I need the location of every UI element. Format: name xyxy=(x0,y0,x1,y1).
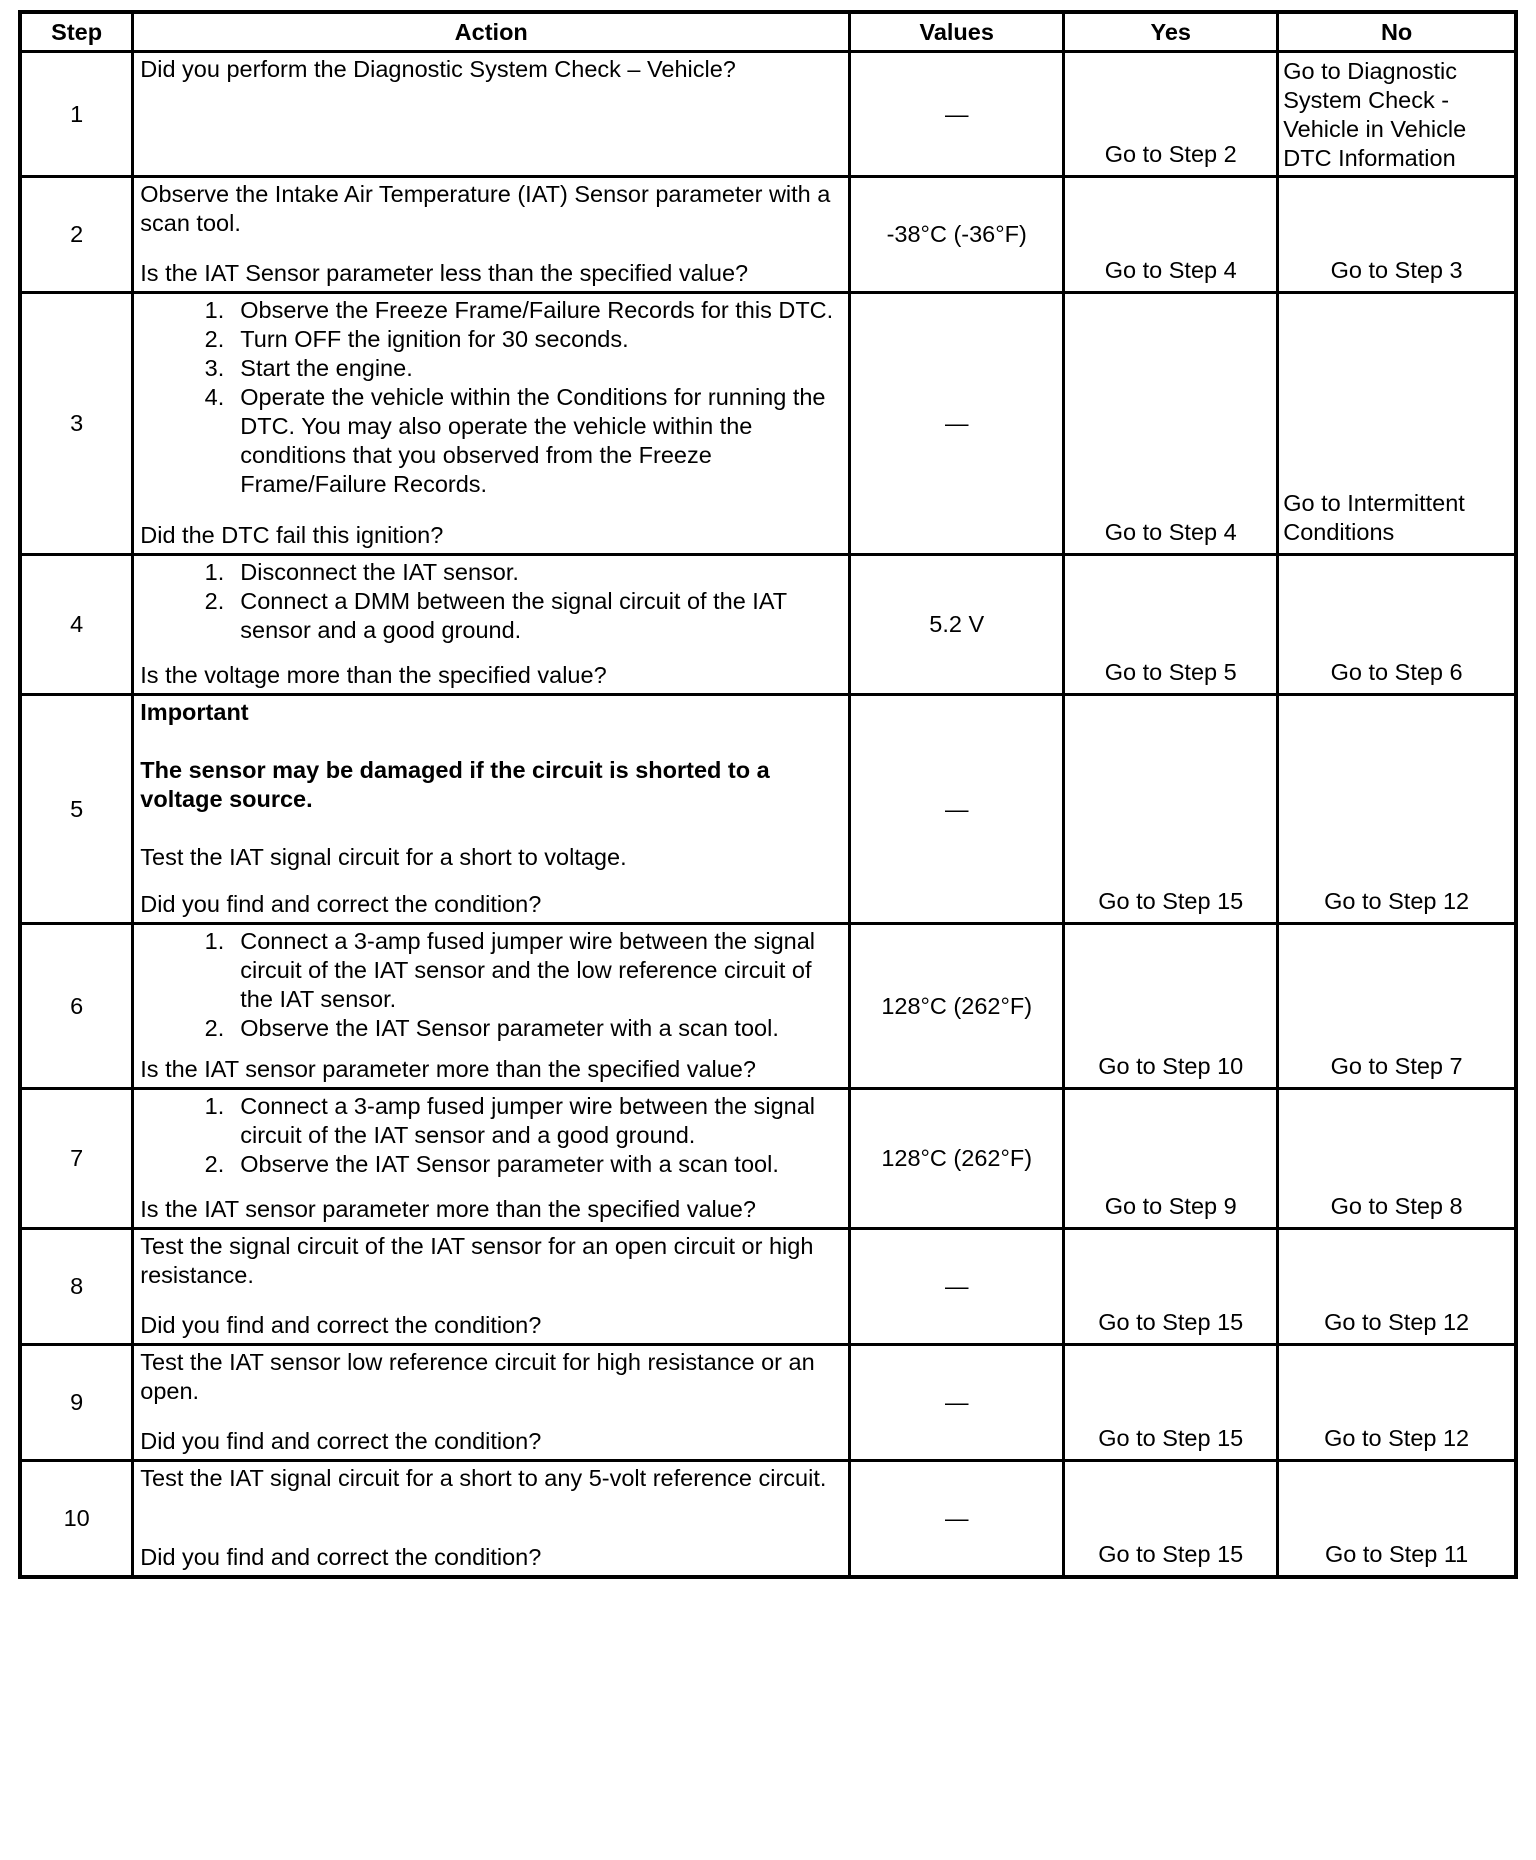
table-row-step-8 xyxy=(20,1229,1516,1345)
value-cell: — xyxy=(850,52,1064,177)
action-question: Did you perform the Diagnostic System Check – Vehicle? xyxy=(140,56,736,82)
value-cell: -38°C (-36°F) xyxy=(850,177,1064,293)
table-row-step-5 xyxy=(20,695,1516,924)
yes-cell: Go to Step 2 xyxy=(1064,52,1278,177)
table-header-row xyxy=(20,12,1516,52)
list-item: 2. Observe the IAT Sensor parameter with a scan tool. xyxy=(204,1015,779,1041)
important-note: The sensor may be damaged if the circuit is shorted to a voltage source. xyxy=(140,757,770,812)
step-number: 9 xyxy=(20,1345,133,1461)
list-item: 2. Turn OFF the ignition for 30 seconds. xyxy=(204,326,629,352)
step-number: 1 xyxy=(20,52,133,177)
yes-cell: Go to Step 10 xyxy=(1064,924,1278,1089)
header-action: Action xyxy=(133,12,850,52)
action-cell xyxy=(133,1089,850,1229)
yes-cell: Go to Step 15 xyxy=(1064,1345,1278,1461)
no-cell: Go to Step 7 xyxy=(1278,924,1516,1089)
yes-cell: Go to Step 15 xyxy=(1064,1229,1278,1345)
no-cell: Go to Step 3 xyxy=(1278,177,1516,293)
no-cell: Go to Step 6 xyxy=(1278,555,1516,695)
no-cell: Go to Step 11 xyxy=(1278,1461,1516,1578)
action-instruction: Test the IAT signal circuit for a short to voltage. xyxy=(140,844,627,870)
step-number: 8 xyxy=(20,1229,133,1345)
action-instruction: Test the IAT sensor low reference circuit for high resistance or an open. xyxy=(140,1349,815,1404)
step-number: 2 xyxy=(20,177,133,293)
action-question: Did the DTC fail this ignition? xyxy=(140,522,444,548)
header-step: Step xyxy=(20,12,133,52)
step-number: 3 xyxy=(20,293,133,555)
action-cell xyxy=(133,177,850,293)
step-number: 5 xyxy=(20,695,133,924)
yes-cell: Go to Step 15 xyxy=(1064,695,1278,924)
action-question: Did you find and correct the condition? xyxy=(140,1428,542,1454)
table-row-step-6 xyxy=(20,924,1516,1089)
action-cell xyxy=(133,293,850,555)
no-cell: Go to Intermittent Conditions xyxy=(1278,293,1516,555)
yes-cell: Go to Step 9 xyxy=(1064,1089,1278,1229)
diagnostic-table xyxy=(18,10,1518,1579)
action-question: Is the IAT sensor parameter more than the specified value? xyxy=(140,1196,756,1222)
table-row-step-4 xyxy=(20,555,1516,695)
action-question: Did you find and correct the condition? xyxy=(140,891,542,917)
action-cell xyxy=(133,695,850,924)
table-row-step-1 xyxy=(20,52,1516,177)
table-row-step-2 xyxy=(20,177,1516,293)
action-question: Is the IAT sensor parameter more than the specified value? xyxy=(140,1056,756,1082)
list-item: 3. Start the engine. xyxy=(204,355,413,381)
action-cell xyxy=(133,52,850,177)
value-cell: — xyxy=(850,1461,1064,1578)
action-steps-list xyxy=(140,927,842,1043)
action-question: Is the IAT Sensor parameter less than the specified value? xyxy=(140,260,749,286)
action-cell xyxy=(133,555,850,695)
no-cell: Go to Step 8 xyxy=(1278,1089,1516,1229)
action-question: Did you find and correct the condition? xyxy=(140,1544,542,1570)
action-steps-list xyxy=(140,558,842,645)
list-item: 2. Connect a DMM between the signal circuit of the IAT sensor and a good ground. xyxy=(204,588,787,643)
value-cell: — xyxy=(850,1345,1064,1461)
yes-cell: Go to Step 4 xyxy=(1064,177,1278,293)
list-item: 4. Operate the vehicle within the Conditions for running the DTC. You may also operate the vehicle within the conditions that you observed from the Freeze Frame/Failure Records. xyxy=(204,384,826,497)
action-question: Is the voltage more than the specified value? xyxy=(140,662,607,688)
action-instruction: Test the signal circuit of the IAT sensor for an open circuit or high resistance. xyxy=(140,1233,814,1288)
important-title: Important xyxy=(140,699,249,725)
action-steps-list xyxy=(140,1092,842,1179)
list-item: 1. Connect a 3-amp fused jumper wire between the signal circuit of the IAT sensor and a good ground. xyxy=(204,1093,816,1148)
yes-cell: Go to Step 5 xyxy=(1064,555,1278,695)
step-number: 4 xyxy=(20,555,133,695)
step-number: 10 xyxy=(20,1461,133,1578)
list-item: 1. Disconnect the IAT sensor. xyxy=(204,559,519,585)
table-row-step-9 xyxy=(20,1345,1516,1461)
action-steps-list xyxy=(140,296,842,499)
no-cell: Go to Step 12 xyxy=(1278,695,1516,924)
step-number: 6 xyxy=(20,924,133,1089)
action-cell xyxy=(133,1461,850,1578)
action-cell xyxy=(133,1345,850,1461)
diagnostic-table-sheet xyxy=(18,10,1518,1579)
value-cell: 128°C (262°F) xyxy=(850,1089,1064,1229)
value-cell: — xyxy=(850,1229,1064,1345)
no-cell: Go to Diagnostic System Check - Vehicle in Vehicle DTC Information xyxy=(1278,52,1516,177)
list-item: 2. Observe the IAT Sensor parameter with a scan tool. xyxy=(204,1151,779,1177)
header-values: Values xyxy=(850,12,1064,52)
table-row-step-3 xyxy=(20,293,1516,555)
value-cell: 5.2 V xyxy=(850,555,1064,695)
list-item: 1. Observe the Freeze Frame/Failure Records for this DTC. xyxy=(204,297,834,323)
action-instruction: Observe the Intake Air Temperature (IAT) Sensor parameter with a scan tool. xyxy=(140,181,831,236)
value-cell: — xyxy=(850,695,1064,924)
value-cell: 128°C (262°F) xyxy=(850,924,1064,1089)
step-number: 7 xyxy=(20,1089,133,1229)
action-instruction: Test the IAT signal circuit for a short to any 5-volt reference circuit. xyxy=(140,1465,827,1491)
header-yes: Yes xyxy=(1064,12,1278,52)
no-cell: Go to Step 12 xyxy=(1278,1345,1516,1461)
action-question: Did you find and correct the condition? xyxy=(140,1312,542,1338)
table-row-step-10 xyxy=(20,1461,1516,1578)
no-cell: Go to Step 12 xyxy=(1278,1229,1516,1345)
header-no: No xyxy=(1278,12,1516,52)
action-cell xyxy=(133,924,850,1089)
value-cell: — xyxy=(850,293,1064,555)
yes-cell: Go to Step 15 xyxy=(1064,1461,1278,1578)
list-item: 1. Connect a 3-amp fused jumper wire between the signal circuit of the IAT sensor and the low reference circuit of the IAT sensor. xyxy=(204,928,816,1012)
table-row-step-7 xyxy=(20,1089,1516,1229)
yes-cell: Go to Step 4 xyxy=(1064,293,1278,555)
action-cell xyxy=(133,1229,850,1345)
